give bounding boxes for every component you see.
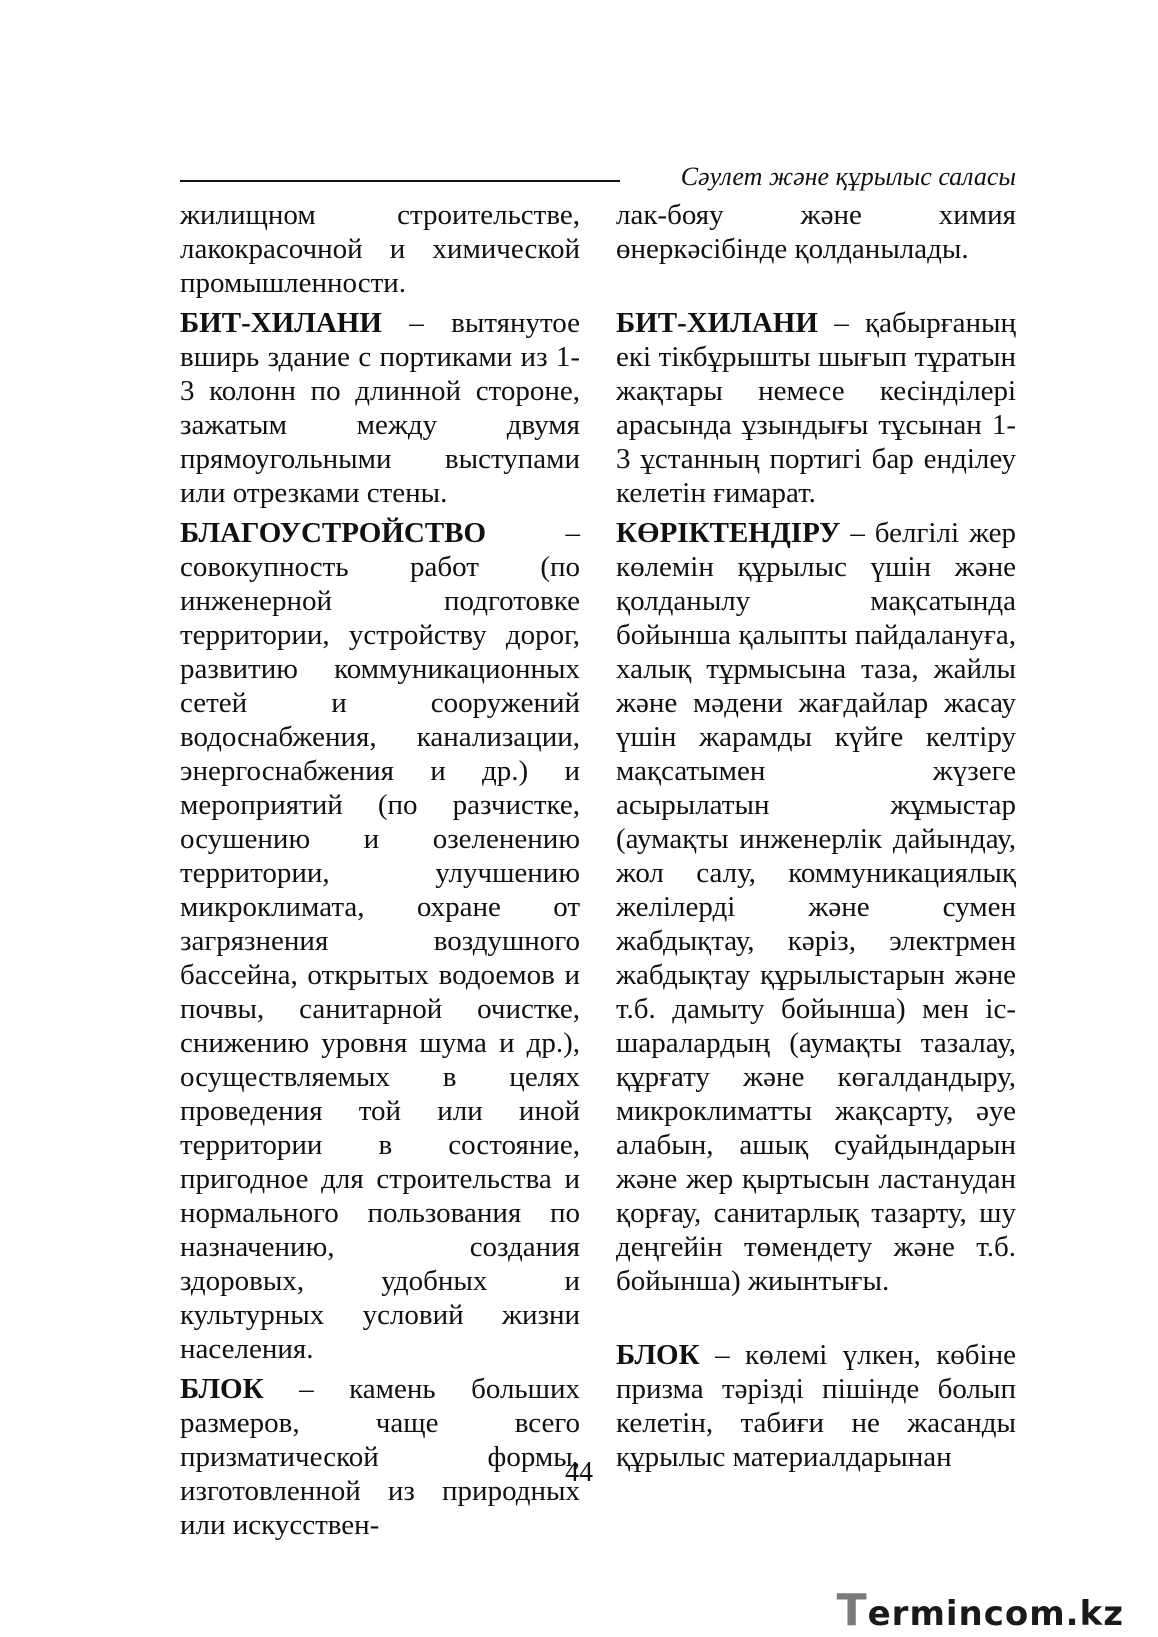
entry-term: БИТ-ХИЛАНИ [616,307,818,339]
entry-term: БЛОК [616,1339,700,1371]
entry-term: БЛАГОУСТРОЙСТВО [180,517,487,549]
header-rule [180,180,620,182]
entry-term: КӨРІКТЕНДІРУ [616,517,841,549]
entry-blagoustroistvo [180,516,580,1366]
watermark-initial: T [836,1585,868,1636]
entry-koriktendiru [616,516,1016,1298]
left-column-russian [180,198,580,1548]
entry-text: – совокупность работ (по инженерной подготовке территории, устройству дорог, развитию коммуникационных сетей и сооружений водоснабжения, канализации, энергоснабжения и др.) и мероприятий (по разчистке, осушению и озеленению территории, улучшению микроклимата, охране от загрязнения воздушного бассейна, открытых водоемов и почвы, санитарной очистке, снижению уровня шума и др.), осуществляемых в целях проведения той или иной территории в состояние, пригодное для строительства и нормального пользования по назначению, создания здоровых, удобных и культурных условий жизни населения. [180,517,580,1365]
entry-text: – белгілі жер көлемін құрылыс үшін және қолданылу мақсатында бойынша қалыпты пайдалануға, халық тұрмысына таза, жайлы және мәдени жағдайлар жасау үшін жарамды күйге келтіру мақсатымен жүзеге асырылатын жұмыстар (аумақты инженерлік дайындау, жол салу, коммуникациялық желілерді және сумен жабдықтау, кәріз, электрмен жабдықтау құрылыстарын және т.б. дамыту бойынша) мен іс-шаралардың (аумақты тазалау, құрғату және көгалдандыру, микроклиматты жақсарту, әуе алабын, ашық суайдындарын және жер қыртысын ластанудан қорғау, санитарлық тазарту, шу деңгейін төмендету және т.б. бойынша) жиынтығы. [616,517,1016,1297]
entry-text: жилищном строительстве, лакокрасочной и химической промышленности. [180,199,580,299]
entry-continuation [616,198,1016,266]
entry-text: – көлемі үлкен, көбіне призма тәрізді пішінде болып келетін, табиғи не жасанды құрылыс материалдарынан [616,1339,1016,1473]
running-header: Сәулет және құрылыс саласы [680,162,1016,191]
entry-text: лак-бояу және химия өнеркәсібінде қолданылады. [616,199,1016,265]
entry-bit-hilani-kz [616,306,1016,510]
entry-text: – камень больших размеров, чаще всего призматической формы, изготовленной из природных или искусствен- [180,1373,580,1541]
entry-term: БЛОК [180,1373,264,1405]
entry-continuation [180,198,580,300]
entry-text: – вытянутое вширь здание с портиками из 1-3 колонн по длинной стороне, зажатым между двумя прямоугольными выступами или отрезками стены. [180,307,580,509]
entry-term: БИТ-ХИЛАНИ [180,307,382,339]
page-number: 44 [565,1457,593,1488]
site-watermark-logo [837,1585,1124,1636]
right-column-kazakh [616,198,1016,1480]
entry-text: – қабырғаның екі тікбұрышты шығып тұратын жақтары немесе кесінділері арасында ұзындығы тұсынан 1-3 ұстанның портигі бар енділеу келетін ғимарат. [616,307,1016,509]
entry-blok-kz [616,1338,1016,1474]
watermark-text: ermincom.kz [867,1594,1124,1634]
entry-bit-hilani-ru [180,306,580,510]
